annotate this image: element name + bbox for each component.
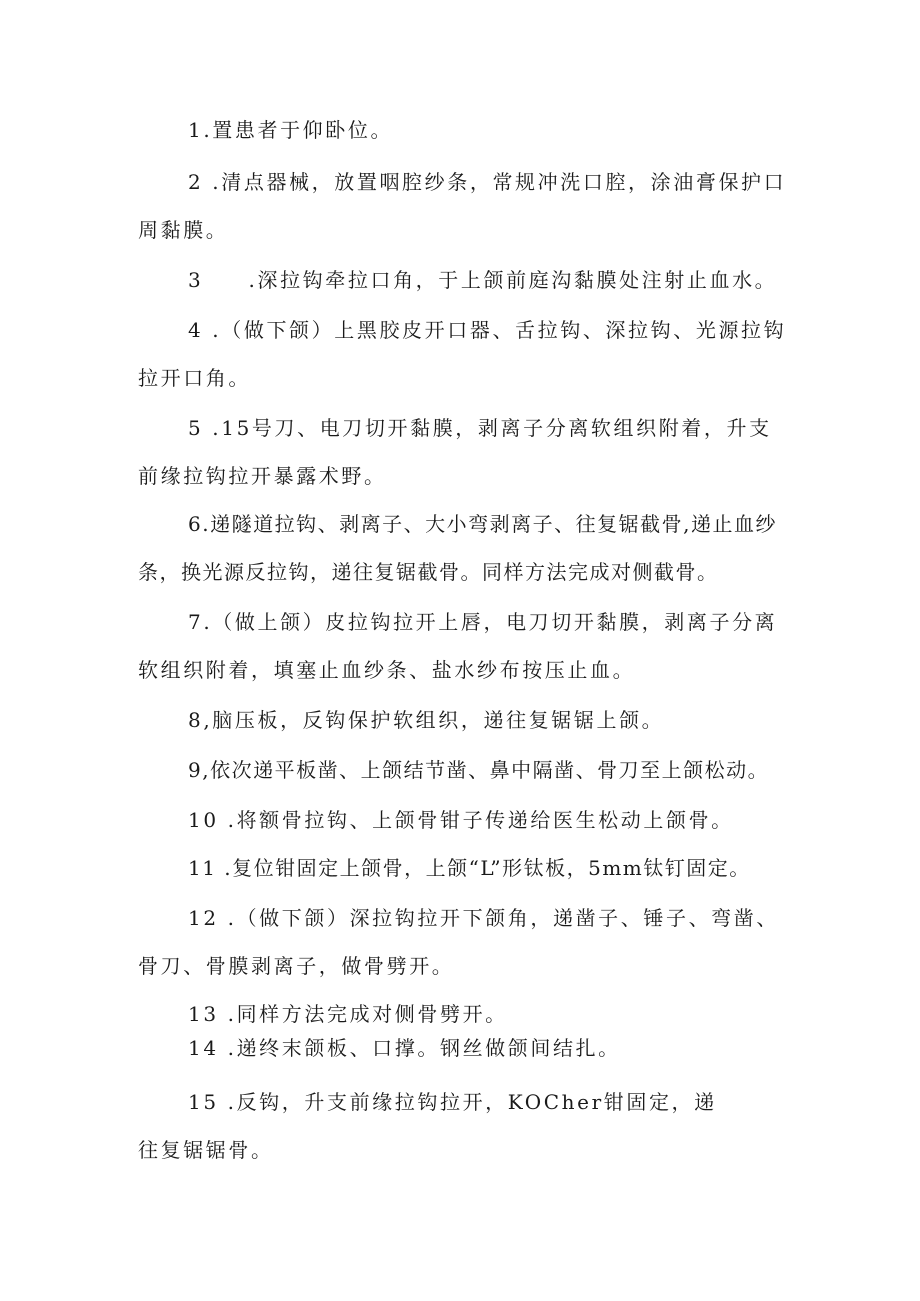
step-9: 9,依次递平板凿、上颌结节凿、鼻中隔凿、骨刀至上颌松动。 xyxy=(188,758,770,782)
step-14: 14 .递终末颌板、口撑。钢丝做颌间结扎。 xyxy=(188,1036,621,1060)
step-11: 11 .复位钳固定上颌骨，上颌“L”形钛板，5mm钛钉固定。 xyxy=(188,856,751,880)
step-12: 12 .（做下颌）深拉钩拉开下颌角，递凿子、锤子、弯凿、骨刀、骨膜剥离子，做骨劈开。 xyxy=(138,906,779,978)
step-15: 15 .反钩，升支前缘拉钩拉开，KOCher钳固定，递往复锯锯骨。 xyxy=(138,1090,717,1162)
step-6: 6.递隧道拉钩、剥离子、大小弯剥离子、往复锯截骨,递止血纱条，换光源反拉钩，递往复锯截骨。同样方法完成对侧截骨。 xyxy=(138,512,777,584)
step-3: 3 .深拉钩牵拉口角，于上颌前庭沟黏膜处注射止血水。 xyxy=(188,268,778,292)
step-2: 2 .清点器械，放置咽腔纱条，常规冲洗口腔，涂油膏保护口周黏膜。 xyxy=(138,170,787,242)
step-1: 1.置患者于仰卧位。 xyxy=(188,118,394,142)
step-5: 5 .15号刀、电刀切开黏膜，剥离子分离软组织附着，升支前缘拉钩拉开暴露术野。 xyxy=(138,416,772,488)
step-4: 4 .（做下颌）上黑胶皮开口器、舌拉钩、深拉钩、光源拉钩拉开口角。 xyxy=(138,318,787,390)
step-10: 10 .将额骨拉钩、上颌骨钳子传递给医生松动上颌骨。 xyxy=(188,808,734,832)
step-8: 8,脑压板，反钩保护软组织，递往复锯锯上颌。 xyxy=(188,708,665,732)
step-13: 13 .同样方法完成对侧骨劈开。 xyxy=(188,1002,508,1026)
step-7: 7.（做上颌）皮拉钩拉开上唇，电刀切开黏膜，剥离子分离软组织附着，填塞止血纱条、盐水纱布按压止血。 xyxy=(138,610,778,682)
